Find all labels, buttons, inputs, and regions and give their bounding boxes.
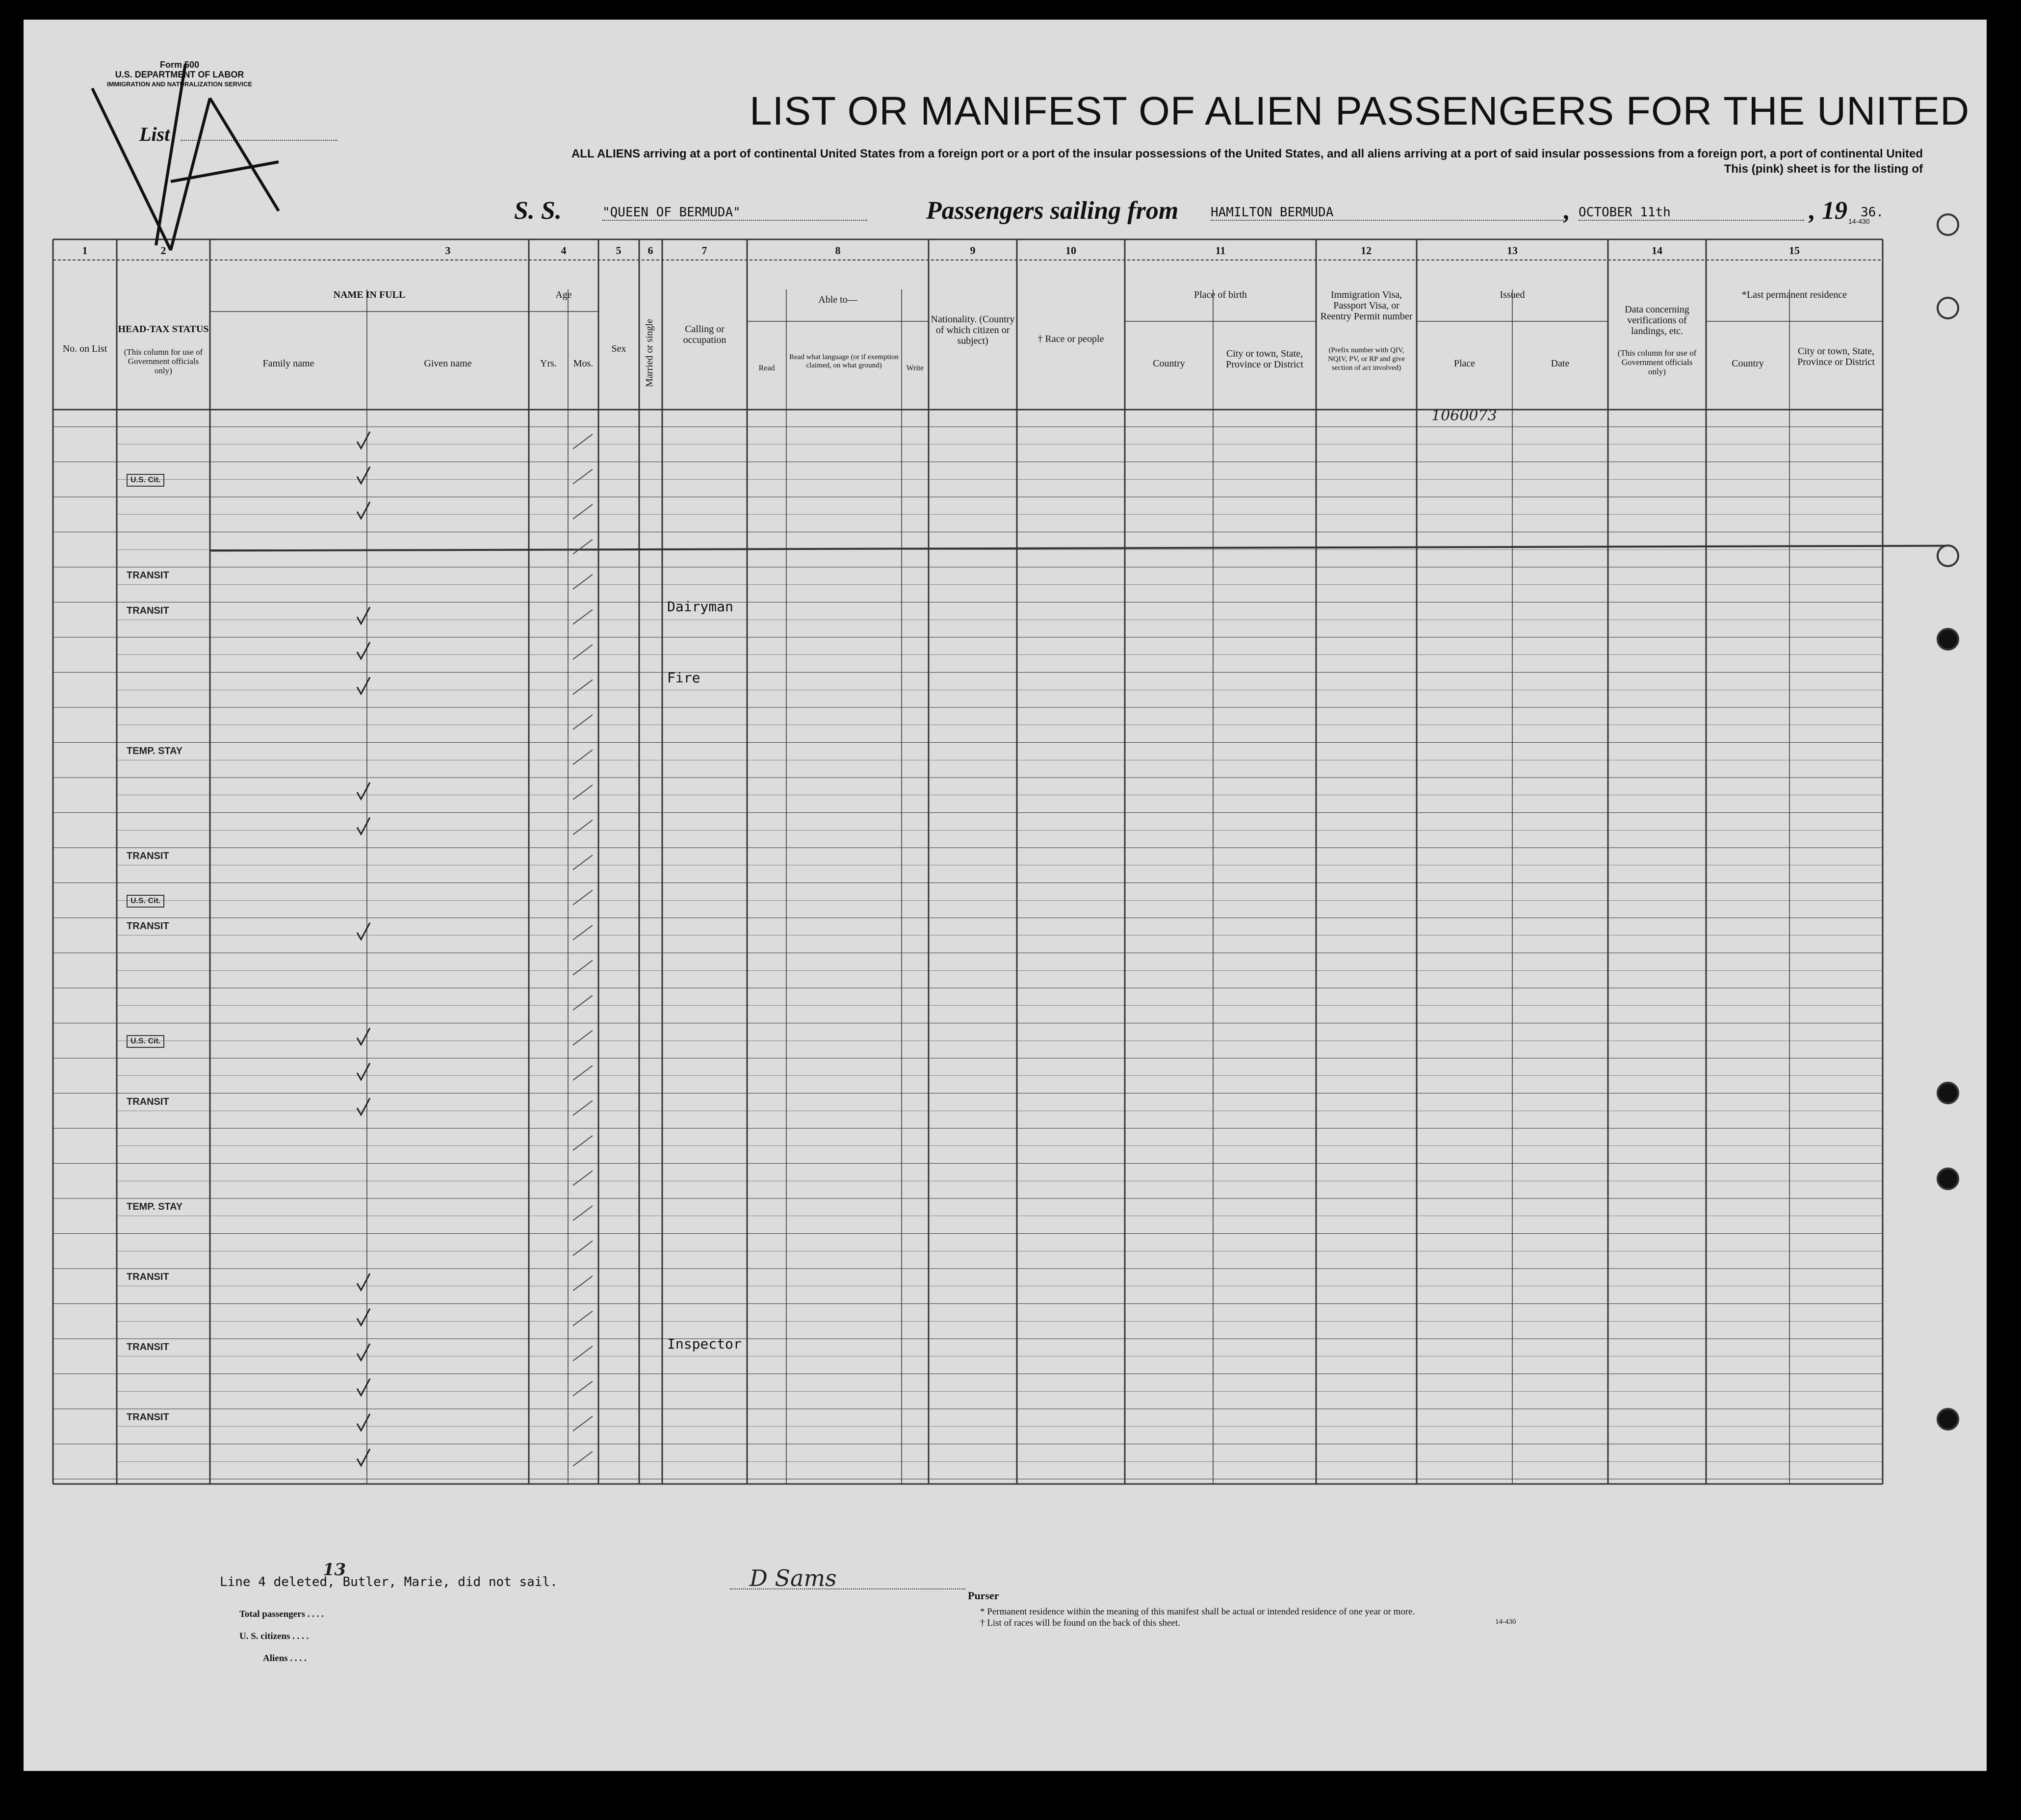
header-read: Read: [758, 364, 775, 372]
handwritten-mark: [92, 64, 279, 250]
check-mark: [357, 818, 370, 834]
binder-hole: [1937, 297, 1959, 319]
age-tick: [573, 434, 593, 449]
header-age: Age: [555, 289, 572, 300]
comma: ,: [1564, 197, 1570, 225]
age-tick: [573, 645, 593, 659]
check-mark: [357, 1309, 370, 1326]
check-mark: [357, 1414, 370, 1430]
year-prefix: , 19: [1809, 197, 1847, 225]
column-number: 14: [1652, 244, 1662, 257]
column-number: 5: [616, 244, 622, 257]
header-head-tax-note: (This column for use of Government officials only): [124, 347, 203, 375]
check-mark: [357, 432, 370, 448]
check-mark: [357, 502, 370, 519]
age-tick: [573, 1311, 593, 1326]
column-number: 13: [1507, 244, 1518, 257]
header-res-country: Country: [1732, 358, 1764, 369]
age-tick: [573, 1346, 593, 1361]
purser-label: Purser: [968, 1589, 999, 1602]
footer-note: Line 4 deleted, Butler, Marie, did not sail.: [220, 1575, 558, 1589]
header-given-name: Given name: [424, 358, 472, 369]
binder-hole: [1937, 1168, 1959, 1190]
header-place-of-birth: Place of birth: [1194, 289, 1247, 300]
age-tick: [573, 1452, 593, 1466]
check-mark: [357, 1379, 370, 1396]
check-mark: [357, 1274, 370, 1290]
age-tick: [573, 715, 593, 729]
sailing-date: OCTOBER 11th: [1579, 205, 1804, 221]
header-birth-city: City or town, State, Province or District: [1226, 348, 1303, 370]
aliens-label: Aliens . . . .: [263, 1653, 307, 1664]
check-mark: [357, 1028, 370, 1045]
column-number: 9: [970, 244, 976, 257]
age-tick: [573, 925, 593, 940]
column-number: 7: [701, 244, 707, 257]
header-visa: Immigration Visa, Passport Visa, or Reentry Permit number: [1320, 289, 1413, 322]
races-footnote: † List of races will be found on the back of this sheet.: [980, 1618, 1180, 1628]
age-tick: [573, 1136, 593, 1150]
year-suffix: 36.: [1861, 205, 1884, 220]
column-number: 8: [835, 244, 841, 257]
header-family-name: Family name: [262, 358, 314, 369]
form-code-bottom: 14-430: [1495, 1618, 1516, 1626]
header-last-residence: *Last permanent residence: [1741, 289, 1847, 300]
header-birth-country: Country: [1153, 358, 1185, 369]
manifest-grid: [24, 20, 1987, 1771]
age-tick: [573, 680, 593, 695]
subtitle-line-1: ALL ALIENS arriving at a port of continental United States from a foreign port or a port of the insular possessions of the United States, and all aliens arriving at a port of said insular possessions from a foreign port, a port of continental United: [571, 147, 1923, 160]
binder-hole: [1937, 1408, 1959, 1430]
purser-signature: D Sams: [750, 1565, 837, 1591]
header-sex: Sex: [611, 343, 626, 354]
header-name-in-full: NAME IN FULL: [333, 289, 406, 300]
check-mark: [357, 1344, 370, 1360]
header-mos: Mos.: [573, 358, 594, 369]
header-data-note: (This column for use of Government officials only): [1617, 348, 1697, 376]
sailing-label: Passengers sailing from: [926, 197, 1179, 225]
header-race: † Race or people: [1037, 334, 1104, 344]
occupation-note: Dairyman: [667, 598, 733, 615]
residence-footnote: * Permanent residence within the meaning of this manifest shall be actual or intended residence of one year or more.: [980, 1607, 1415, 1617]
age-tick: [573, 1171, 593, 1186]
head-tax-stamp: U.S. Cit.: [127, 895, 164, 908]
check-mark: [357, 923, 370, 939]
column-number: 12: [1361, 244, 1372, 257]
form-code-top: 14-430: [1848, 217, 1870, 225]
age-tick: [573, 504, 593, 519]
ship-name: "QUEEN OF BERMUDA": [602, 205, 867, 221]
age-tick: [573, 574, 593, 589]
list-label: List: [139, 123, 170, 145]
check-mark: [357, 1098, 370, 1115]
head-tax-stamp: TRANSIT: [127, 1342, 169, 1352]
binder-hole: [1937, 545, 1959, 567]
age-tick: [573, 1276, 593, 1291]
column-number: 11: [1215, 244, 1226, 257]
header-issued-place: Place: [1453, 358, 1476, 369]
header-issued-date: Date: [1551, 358, 1570, 369]
head-tax-stamp: TRANSIT: [127, 605, 169, 616]
age-tick: [573, 1031, 593, 1045]
age-tick: [573, 1241, 593, 1256]
occupation-note: Fire: [667, 669, 700, 686]
binder-hole: [1937, 1082, 1959, 1104]
age-tick: [573, 1101, 593, 1116]
column-number: 1: [82, 244, 88, 257]
check-mark: [357, 1063, 370, 1080]
check-mark: [357, 1449, 370, 1466]
column-number: 10: [1065, 244, 1076, 257]
header-res-city: City or town, State, Province or District: [1797, 346, 1875, 367]
check-mark: [357, 677, 370, 694]
header-able-to: Able to—: [818, 294, 857, 305]
column-number: 2: [160, 244, 166, 257]
check-mark: [357, 467, 370, 484]
header-visa-note: (Prefix number with QIV, NQIV, PV, or RP and give section of act involved): [1328, 346, 1405, 372]
header-married-single: Married or single: [644, 319, 655, 388]
header-yrs: Yrs.: [540, 358, 557, 369]
age-tick: [573, 1416, 593, 1431]
manifest-sheet: [24, 20, 1987, 1771]
head-tax-stamp: U.S. Cit.: [127, 1035, 164, 1048]
header-read-language: Read what language (or if exemption claimed, on what ground): [789, 353, 899, 369]
age-tick: [573, 610, 593, 624]
age-tick: [573, 890, 593, 905]
age-tick: [573, 1066, 593, 1080]
head-tax-stamp: TRANSIT: [127, 1412, 169, 1423]
header-write: Write: [906, 364, 924, 372]
check-mark: [357, 782, 370, 799]
total-passengers-label: Total passengers . . . .: [239, 1609, 324, 1619]
head-tax-stamp: U.S. Cit.: [127, 474, 164, 487]
age-tick: [573, 469, 593, 484]
header-head-tax: HEAD-TAX STATUS: [118, 324, 209, 335]
age-tick: [573, 820, 593, 835]
head-tax-stamp: TRANSIT: [127, 1272, 169, 1282]
binder-hole: [1937, 213, 1959, 236]
manifest-title: LIST OR MANIFEST OF ALIEN PASSENGERS FOR THE UNITED: [750, 89, 1970, 133]
binder-hole: [1937, 628, 1959, 650]
head-tax-stamp: TEMP. STAY: [127, 1201, 183, 1212]
count-mark: 13: [323, 1560, 346, 1580]
occupation-note: Inspector: [667, 1336, 742, 1352]
age-tick: [573, 1381, 593, 1396]
column-number: 4: [561, 244, 567, 257]
age-tick: [573, 995, 593, 1010]
head-tax-stamp: TRANSIT: [127, 1096, 169, 1107]
head-tax-stamp: TEMP. STAY: [127, 745, 183, 756]
column-number: 3: [445, 244, 451, 257]
header-issued: Issued: [1500, 289, 1525, 300]
head-tax-stamp: TRANSIT: [127, 851, 169, 861]
age-tick: [573, 540, 593, 554]
us-citizens-label: U. S. citizens . . . .: [239, 1631, 309, 1641]
departure-port: HAMILTON BERMUDA: [1211, 205, 1564, 221]
header-no-on-list: No. on List: [62, 343, 107, 354]
check-mark: [357, 642, 370, 659]
age-tick: [573, 961, 593, 975]
head-tax-stamp: TRANSIT: [127, 570, 169, 581]
age-tick: [573, 750, 593, 765]
head-tax-stamp: TRANSIT: [127, 921, 169, 932]
subtitle-line-2: This (pink) sheet is for the listing of: [1724, 162, 1923, 176]
form-number: Form 500: [160, 60, 200, 70]
column-number: 6: [648, 244, 653, 257]
ss-label: S. S.: [514, 197, 562, 225]
row-4-strike: [210, 546, 1946, 551]
header-occupation: Calling or occupation: [683, 324, 726, 345]
visa-number-note: 1060073: [1431, 407, 1497, 424]
department-name: U.S. DEPARTMENT OF LABOR: [115, 70, 244, 79]
age-tick: [573, 855, 593, 870]
column-number: 15: [1789, 244, 1800, 257]
service-name: IMMIGRATION AND NATURALIZATION SERVICE: [107, 80, 253, 88]
header-data-verification: Data concerning verifications of landings, etc.: [1625, 304, 1689, 337]
age-tick: [573, 785, 593, 800]
check-mark: [357, 607, 370, 624]
age-tick: [573, 1206, 593, 1221]
header-nationality: Nationality. (Country of which citizen or subject): [931, 314, 1015, 346]
